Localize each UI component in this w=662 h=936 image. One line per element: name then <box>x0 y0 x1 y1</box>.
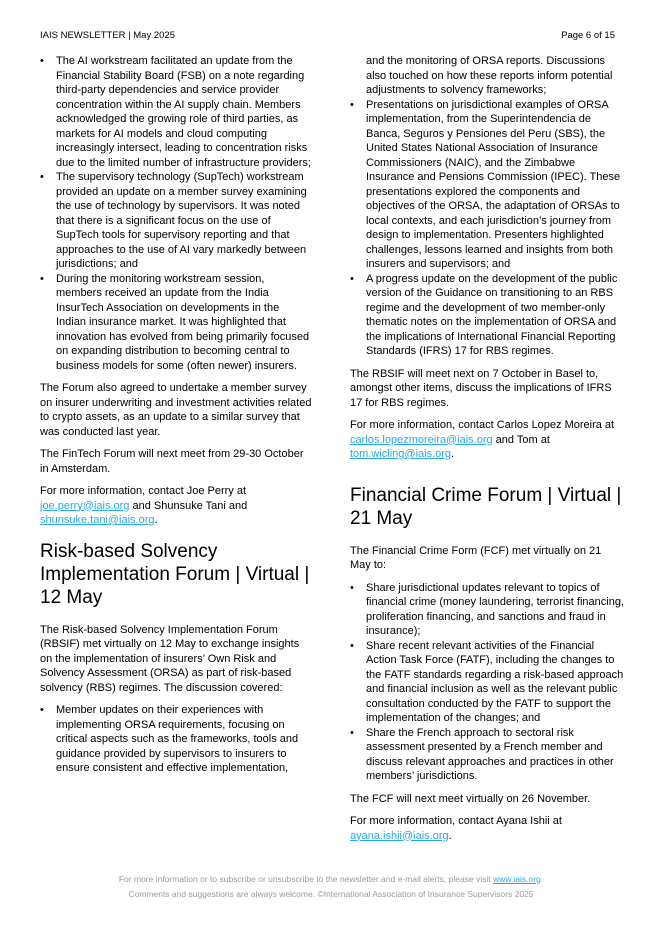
page-header <box>40 30 615 41</box>
rbsif-bullet-list-continued <box>350 54 625 359</box>
list-item: • Share recent relevant activities of the Financial Action Task Force (FATF), including the changes to the FATF standards regarding a risk-based approach and financial inclusion as well as the relevant public consultation conducted by the FATF to support the implementation of the changes; and <box>350 639 625 726</box>
newsletter-title: IAIS NEWSLETTER | May 2025 <box>40 30 175 41</box>
paragraph: The RBSIF will meet next on 7 October in Basel to, amongst other items, discuss the implications of IFRS 17 for RBS regimes. <box>350 367 612 409</box>
left-column <box>40 54 312 784</box>
section-heading: Financial Crime Forum | Virtual | 21 May <box>350 484 622 529</box>
copyright-line: Comments and suggestions are always welcome. ©International Association of Insurance Supervisors 2025 <box>128 889 534 899</box>
paragraph: The Risk-based Solvency Implementation Forum (RBSIF) met virtually on 12 May to exchange insights on the implementation of insurers’ Own Risk and Solvency Assessment (ORSA) as part of risk-based solvency (RBS) regimes. The discussion covered: <box>40 623 300 694</box>
paragraph: The Financial Crime Form (FCF) met virtually on 21 May to: <box>350 544 602 571</box>
contact-paragraph: For more information, contact Ayana Ishii at ayana.ishii@iais.org. <box>350 815 562 842</box>
email-link[interactable]: shunsuke.tani@iais.org <box>40 514 155 526</box>
fintech-bullet-list <box>40 54 312 373</box>
email-link[interactable]: ayana.ishii@iais.org <box>350 829 449 842</box>
list-item: • Presentations on jurisdictional examples of ORSA implementation, from the Superintendencia de Banca, Seguros y Pensiones del Peru (SBS), the United States National Association of Insurance Commissioners (NAIC), and the Zimbabwe Insurance and Pensions Commission (IPEC). These presentations explored the components and objectives of the ORSA, the adaptation of ORSAs to local contexts, and each jurisdiction’s journey from design to implementation. Presenters highlighted challenges, lessons learned and insights from both insurers and supervisors; and <box>350 98 625 272</box>
list-item: • Share jurisdictional updates relevant to topics of financial crime (money laundering, terrorist financing, proliferation financing, and sanctions and fraud in insurance); <box>350 581 625 639</box>
fcf-bullet-list <box>350 581 625 784</box>
rbsif-bullet-list <box>40 703 312 776</box>
contact-paragraph: For more information, contact Joe Perry at joe.perry@iais.org and Shunsuke Tani and shunsuke.tani@iais.org. <box>40 485 248 526</box>
website-link[interactable]: www.iais.org <box>493 874 541 884</box>
contact-paragraph: For more information, contact Carlos Lopez Moreira at carlos.lopezmoreira@iais.org and Tom at tom.wicling@iais.org. <box>350 419 615 460</box>
page-footer <box>0 872 662 902</box>
footer-line: For more information or to subscribe or unsubscribe to the newsletter and e-mail alerts, please visit www.iais.org. <box>118 874 544 884</box>
list-item: • The supervisory technology (SupTech) workstream provided an update on a member survey examining the use of technology by supervisors. It was noted that there is a significant focus on the use of SupTech tools for supervisory reporting and that approaches to the use of AI vary markedly between jurisdictions; and <box>40 170 312 272</box>
email-link[interactable]: carlos.lopezmoreira@iais.org <box>350 433 493 446</box>
page-number: Page 6 of 15 <box>561 30 615 41</box>
paragraph: The FCF will next meet virtually on 26 November. <box>350 792 591 805</box>
list-item: • A progress update on the development of the public version of the Guidance on transitioning to an RBS regime and the development of two member-only thematic notes on the implementation of ORSA and the implications of International Financial Reporting Standards (IFRS) 17 for RBS regimes. <box>350 272 625 359</box>
right-column <box>350 54 625 851</box>
list-item: • Share the French approach to sectoral risk assessment presented by a French member and discuss relevant approaches and practices in other members’ jurisdictions. <box>350 726 625 784</box>
email-link[interactable]: joe.perry@iais.org <box>40 499 130 512</box>
email-link[interactable]: tom.wicling@iais.org <box>350 448 452 460</box>
paragraph: The FinTech Forum will next meet from 29-30 October in Amsterdam. <box>40 448 304 475</box>
list-item: • During the monitoring workstream session, members received an update from the India InsurTech Association on developments in the Indian insurance market. It was highlighted that innovation has evolved from being primarily focused on expanding distribution to becoming central to business models for some (often newer) insurers. <box>40 272 312 374</box>
section-heading: Risk-based Solvency Implementation Forum | Virtual | 12 May <box>40 540 310 608</box>
list-item-continuation: and the monitoring of ORSA reports. Discussions also touched on how these reports inform potential adjustments to solvency frameworks; <box>366 55 613 96</box>
list-item: • The AI workstream facilitated an update from the Financial Stability Board (FSB) on a note regarding third-party dependencies and service provider concentration within the AI supply chain. Members acknowledged the growing role of third parties, as markets for AI models and cloud computing increasingly intersect, leading to concentration risks due to the limited number of infrastructure providers; <box>40 54 312 170</box>
paragraph: The Forum also agreed to undertake a member survey on insurer underwriting and investment activities related to crypto assets, as an update to a similar survey that was conducted last year. <box>40 382 312 438</box>
list-item: • Member updates on their experiences with implementing ORSA requirements, focusing on critical aspects such as the frameworks, tools and guidance provided by supervisors to insurers to ensure consistent and effective implementation, <box>40 703 312 776</box>
